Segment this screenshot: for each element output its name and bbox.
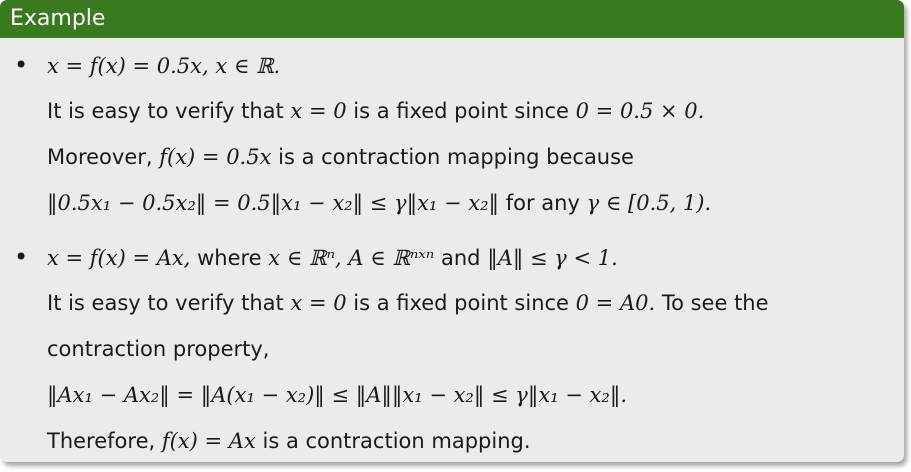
item2-line2-math1: x = 0 [290,291,347,315]
block-title: Example [0,0,904,38]
item2-line5-text2: is a contraction mapping. [255,429,531,453]
item1-math-main: x = f(x) = 0.5x, x ∈ ℝ. [47,54,281,78]
item1-line4-math1: ‖0.5x₁ − 0.5x₂‖ = 0.5‖x₁ − x₂‖ ≤ γ‖x₁ − x₂‖ [47,191,500,215]
item1-line2-text2: is a fixed point since [346,99,576,123]
item1-line3-text2: is a contraction mapping because [271,145,634,169]
item2-line4-math1: ‖Ax₁ − Ax₂‖ = ‖A(x₁ − x₂)‖ ≤ ‖A‖‖x₁ − x₂‖ ≤ γ‖x₁ − x₂‖. [47,383,627,407]
item2-line4 [0,372,904,418]
item2-line5 [0,418,904,462]
bullet-icon: • [14,243,29,271]
item1-line4 [0,180,904,226]
item2-line1-math3: ‖A‖ ≤ γ < 1. [487,246,618,270]
item2-line3 [0,326,904,372]
item1-line2-text1: It is easy to verify that [47,99,291,123]
item2-line2-text3: To see the [655,291,769,315]
item1-line3 [0,134,904,180]
item1-line4-math2: γ ∈ [0.5, 1). [586,191,712,215]
item2-line5-math1: f(x) = Ax [161,429,256,453]
item2-line2-text2: is a fixed point since [346,291,576,315]
item1-line2 [0,88,904,134]
item2-line3-text1: contraction property, [47,337,270,361]
item1-line3-math1: f(x) = 0.5x [159,145,272,169]
item2-line2-text1: It is easy to verify that [47,291,291,315]
item-gap [0,226,904,234]
item2-line1 [0,234,904,280]
item2-line1-math1: x = f(x) = Ax, [47,246,191,270]
block-body [0,38,904,462]
item1-line4-text1: for any [499,191,587,215]
item2-line1-text2: and [434,246,488,270]
bullet-icon: • [14,51,29,79]
item1-line1 [0,42,904,88]
item2-line1-text1: where [190,246,269,270]
item1-line2-math2: 0 = 0.5 × 0. [575,99,705,123]
item2-line1-math2: x ∈ ℝⁿ, A ∈ ℝⁿˣⁿ [268,246,435,270]
item2-line2 [0,280,904,326]
item1-line2-math1: x = 0 [290,99,347,123]
item2-line2-math2: 0 = A0. [575,291,656,315]
item2-line5-text1: Therefore, [47,429,162,453]
item1-line3-text1: Moreover, [47,145,160,169]
